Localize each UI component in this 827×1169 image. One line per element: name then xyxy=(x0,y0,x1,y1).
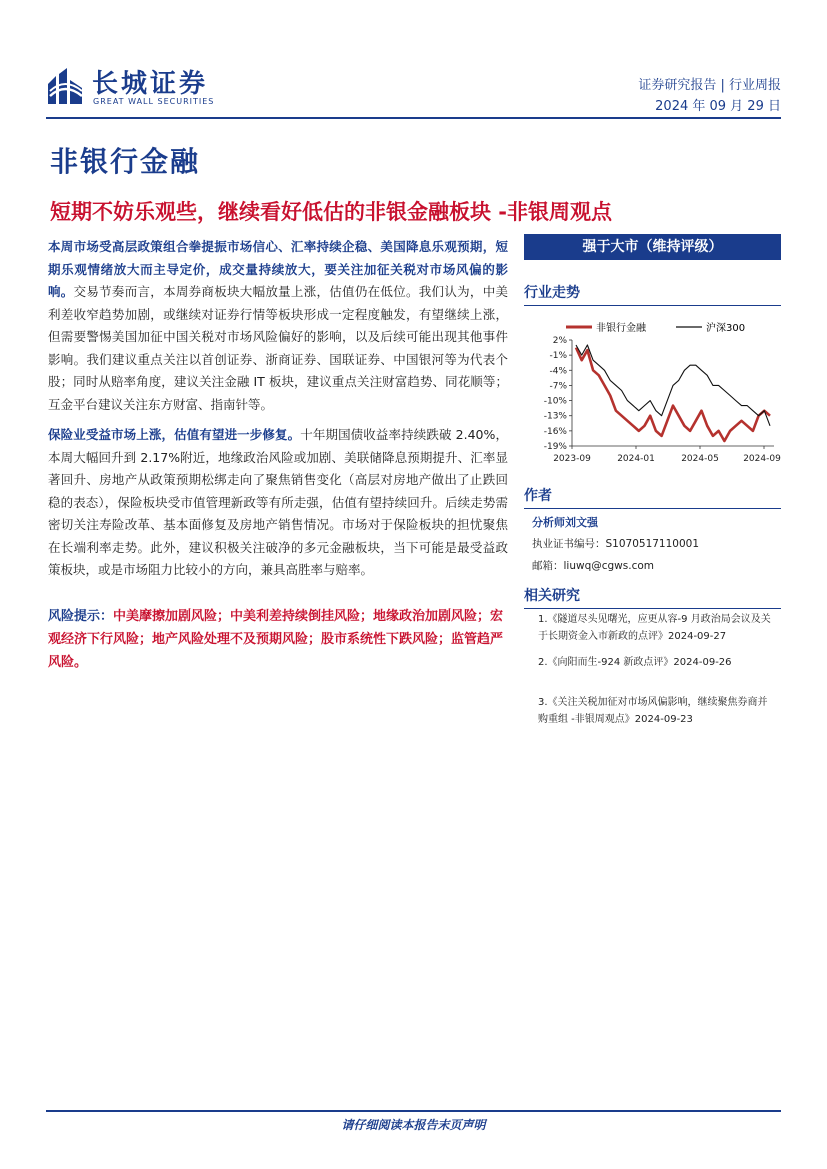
analyst-cert: 执业证书编号：S1070517110001 xyxy=(532,538,700,550)
risk-text: 中美摩擦加剧风险；中美利差持续倒挂风险；地缘政治加剧风险；宏观经济下行风险；地产风险处理不及预期风险；股市系统性下跌风险；监管趋严风险。 xyxy=(48,609,504,670)
main-body xyxy=(48,236,508,590)
y-tick-label: -13% xyxy=(543,411,567,422)
risk-warning xyxy=(48,605,508,674)
logo-text: 长城证券 xyxy=(92,69,209,99)
y-tick-label: -7% xyxy=(549,381,567,392)
logo-text-en: GREAT WALL SECURITIES xyxy=(93,97,215,106)
author-heading: 作者 xyxy=(524,485,781,509)
analyst-name: 分析师刘文强 xyxy=(532,516,598,529)
footer-divider xyxy=(46,1110,781,1112)
series-line-nonbank xyxy=(576,348,770,441)
report-date: 2024 年 09 月 29 日 xyxy=(655,99,781,114)
trend-heading: 行业走势 xyxy=(524,282,781,306)
y-tick-label: -19% xyxy=(543,442,567,452)
y-tick-label: 2% xyxy=(552,336,567,346)
related-heading: 相关研究 xyxy=(524,585,781,609)
x-tick-label: 2023-09 xyxy=(553,454,591,464)
related-report-item[interactable]: 3.《关注关税加征对市场风偏影响，继续聚焦券商并购重组 -非银周观点》2024-09-23 xyxy=(538,697,768,725)
legend-label: 非银行金融 xyxy=(596,323,646,334)
industry-trend-chart xyxy=(524,318,781,468)
paragraph-body: 交易节奏而言，本周券商板块大幅放量上涨，估值仍在低位。我们认为，中美利差收窄趋势加剧，或继续对证券行情等板块形成一定程度触发，有望继续上涨，但需要警惕美国加征中国关税对市场风险偏好的影响，以及后续可能出现其他事件影响。我们建议重点关注以首创证券、浙商证券、国联证券、中国银河等为代表个股；同时从赔率角度，建议关注金融 IT 板块，建议重点关注财富趋势、同花顺等；互金平台建议关注东方财富、指南针等。 xyxy=(48,284,508,412)
logo-icon xyxy=(46,66,84,106)
paragraph-body: 十年期国债收益率持续跌破 2.40%，本周大幅回升到 2.17%附近，地缘政治风险或加剧、美联储降息预期提升、汇率显著回升、房地产从政策预期松绑走向了聚焦销售变化（高层对房地产做出了止跌回稳的表态），保险板块受市值管理新政等有所走强，估值有望持续回升。后续走势需密切关注寿险改革、基本面修复及房地产销售情况。市场对于保险板块的担忧聚焦在长端利率走势。此外，建议积极关注破净的多元金融板块，当下可能是最受益政策板块，或是市场阻力比较小的方向，兼具高胜率与赔率。 xyxy=(48,427,508,577)
chart-svg xyxy=(524,318,781,468)
rating-badge: 强于大市（维持评级） xyxy=(524,234,781,260)
related-report-item[interactable]: 1.《隧道尽头见曙光，应更从容-9 月政治局会议及关于长期资金入市新政的点评》2024-09-27 xyxy=(538,614,771,642)
header-divider xyxy=(46,117,781,119)
chart-series xyxy=(576,345,770,441)
paragraph-lead: 保险业受益市场上涨，估值有望进一步修复。 xyxy=(48,427,301,442)
risk-label: 风险提示： xyxy=(48,609,114,624)
analyst-email[interactable]: 邮箱：liuwq@cgws.com xyxy=(532,560,655,572)
report-type: 证券研究报告 | 行业周报 xyxy=(638,78,781,93)
x-tick-label: 2024-01 xyxy=(617,454,655,464)
y-tick-label: -16% xyxy=(543,426,567,437)
y-tick-label: -10% xyxy=(543,396,567,407)
section-title: 非银行金融 xyxy=(50,145,201,178)
x-tick-label: 2024-05 xyxy=(681,454,719,464)
chart-legend xyxy=(566,321,745,334)
y-tick-label: -4% xyxy=(549,366,567,377)
legend-label: 沪深300 xyxy=(706,323,746,334)
report-headline: 短期不妨乐观些，继续看好低估的非银金融板块 -非银周观点 xyxy=(50,200,613,224)
related-report-item[interactable]: 2.《向阳而生-924 新政点评》2024-09-26 xyxy=(538,657,732,668)
x-tick-label: 2024-09 xyxy=(743,454,781,464)
paragraph-lead: 本周市场受高层政策组合拳提振市场信心、汇率持续企稳、美国降息乐观预期，短期乐观情绪放大而主导定价，成交量持续放大，要关注加征关税对市场风偏的影响。 xyxy=(48,239,508,299)
paragraph-insurance xyxy=(48,424,508,582)
footer-disclaimer: 请仔细阅读本报告末页声明 xyxy=(341,1118,486,1132)
paragraph-market xyxy=(48,236,508,416)
y-tick-label: -1% xyxy=(549,351,567,362)
